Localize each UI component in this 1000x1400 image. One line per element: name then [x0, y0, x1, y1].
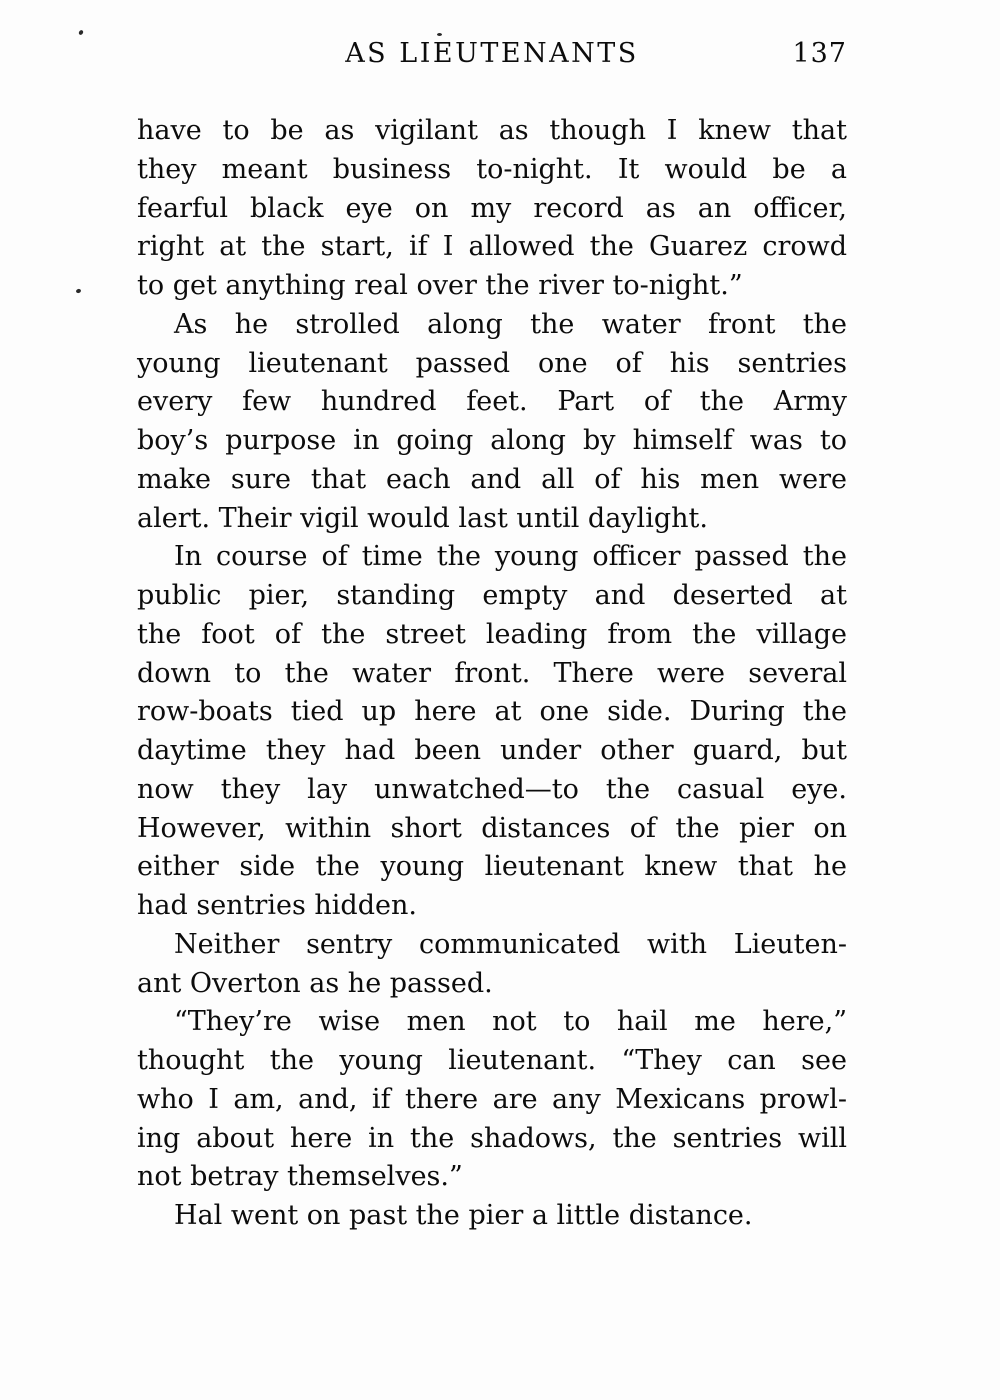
paragraph — [137, 306, 847, 539]
text-line: they meant business to-night. It would be a — [137, 153, 847, 185]
text-line: not betray themselves.” — [137, 1161, 463, 1193]
text-line: right at the start, if I allowed the Guarez crowd — [137, 231, 847, 263]
paragraph — [137, 1197, 847, 1236]
scan-speck — [78, 29, 84, 35]
text-line: now they lay unwatched—to the casual eye. — [137, 773, 847, 805]
scan-speck — [437, 33, 442, 36]
text-line: have to be as vigilant as though I knew that — [137, 115, 847, 146]
text-line: Hal went on past the pier a little distance. — [174, 1200, 753, 1231]
scan-speck — [75, 288, 81, 293]
paragraph — [137, 112, 847, 306]
chapter-title: AS LIEUTENANTS — [345, 38, 639, 69]
text-line: public pier, standing empty and deserted at — [137, 580, 847, 611]
text-line: make sure that each and all of his men were — [137, 463, 847, 495]
page-body — [137, 112, 847, 1236]
text-line: fearful black eye on my record as an officer, — [137, 192, 847, 224]
text-line: As he strolled along the water front the — [174, 308, 847, 340]
paragraph — [137, 1003, 847, 1197]
text-line: “They’re wise men not to hail me here,” — [174, 1006, 847, 1038]
text-line: either side the young lieutenant knew that he — [137, 851, 847, 883]
text-line: young lieutenant passed one of his sentries — [137, 347, 847, 379]
text-line: However, within short distances of the pier on — [137, 812, 847, 844]
text-line: ant Overton as he passed. — [137, 967, 493, 999]
text-line: row-boats tied up here at one side. During the — [137, 696, 847, 728]
text-line: had sentries hidden. — [137, 890, 417, 921]
text-line: daytime they had been under other guard, but — [137, 735, 847, 766]
text-line: thought the young lieutenant. “They can see — [137, 1045, 847, 1076]
text-line: alert. Their vigil would last until daylight. — [137, 502, 708, 534]
running-header — [137, 38, 847, 74]
text-line: down to the water front. There were several — [137, 657, 847, 689]
page-number: 137 — [792, 38, 847, 69]
text-line: boy’s purpose in going along by himself was to — [137, 425, 847, 456]
text-line: ing about here in the shadows, the sentries will — [137, 1122, 847, 1154]
text-line: Neither sentry communicated with Lieuten- — [174, 928, 847, 960]
paragraph — [137, 538, 847, 926]
paragraph — [137, 926, 847, 1004]
text-line: to get anything real over the river to-night.” — [137, 270, 743, 301]
text-line: In course of time the young officer passed the — [174, 541, 847, 573]
text-line: who I am, and, if there are any Mexicans prowl- — [137, 1083, 847, 1115]
text-line: every few hundred feet. Part of the Army — [137, 386, 847, 418]
text-line: the foot of the street leading from the village — [137, 618, 847, 650]
